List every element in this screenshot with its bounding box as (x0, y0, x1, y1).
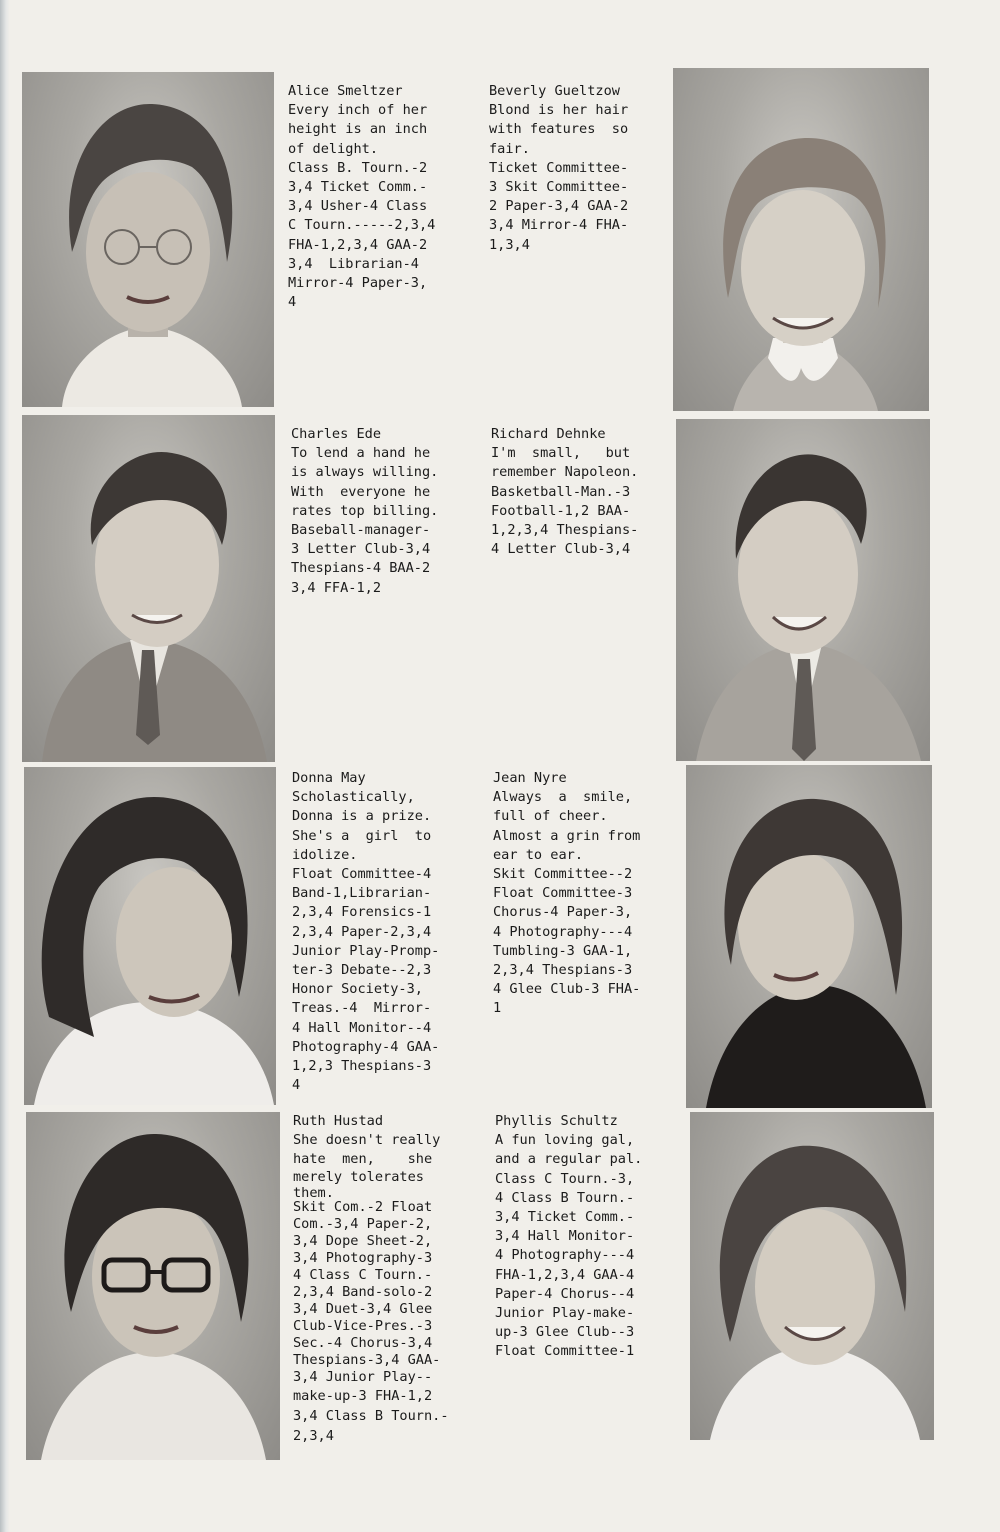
blurb-line: Float Committee-4 (292, 866, 432, 883)
blurb-line: Donna is a prize. (292, 808, 432, 825)
blurb-line: Class C Tourn.-3, (495, 1170, 635, 1187)
blurb-line: ter-3 Debate--2,3 (292, 962, 432, 979)
blurb-line: 3,4 FFA-1,2 (291, 579, 382, 596)
blurb-line: 3,4 Duet-3,4 Glee (293, 1301, 433, 1318)
portrait-photo-phyllis (690, 1112, 934, 1440)
student-name: Ruth Hustad (293, 1113, 384, 1129)
portrait-girl-smiling-icon (673, 68, 929, 411)
portrait-photo-ruth (26, 1112, 280, 1460)
blurb-line: merely tolerates (293, 1169, 424, 1186)
blurb-line: Paper-4 Chorus--4 (495, 1285, 635, 1302)
student-name: Donna May (292, 770, 366, 786)
blurb-line: Club-Vice-Pres.-3 (293, 1318, 433, 1335)
portrait-boy-smiling-icon (676, 419, 930, 761)
blurb-line: 2,3,4 Forensics-1 (292, 904, 432, 921)
blurb-line: Honor Society-3, (292, 981, 423, 998)
student-name: Phyllis Schultz (495, 1113, 618, 1129)
blurb-line: make-up-3 FHA-1,2 (293, 1388, 433, 1405)
blurb-line: FHA-1,2,3,4 GAA-4 (495, 1266, 635, 1283)
blurb-line: She doesn't really (293, 1131, 441, 1148)
portrait-photo-alice (22, 72, 274, 407)
blurb-line: height is an inch (288, 121, 428, 138)
blurb-line: 3,4 Class B Tourn.- (293, 1408, 449, 1425)
blurb-line: 4 Hall Monitor--4 (292, 1019, 432, 1036)
blurb-line: fair. (489, 140, 530, 157)
blurb-line: Scholastically, (292, 789, 415, 806)
portrait-girl-long-hair-icon (24, 767, 276, 1105)
blurb-line: A fun loving gal, (495, 1132, 635, 1149)
blurb-line: rates top billing. (291, 502, 439, 519)
blurb-line: Sec.-4 Chorus-3,4 (293, 1335, 433, 1352)
blurb-line: 4 (292, 1077, 301, 1094)
blurb-line: idolize. (292, 846, 358, 863)
blurb-line: 2,3,4 Thespians-3 (493, 962, 633, 979)
blurb-line: hate men, she (293, 1150, 433, 1167)
blurb-line: 3,4 Hall Monitor- (495, 1228, 635, 1245)
blurb-line: 3,4 Ticket Comm.- (288, 179, 428, 196)
blurb-line: She's a girl to (292, 827, 432, 844)
blurb-line: 3,4 Dope Sheet-2, (293, 1233, 433, 1250)
portrait-photo-charles (22, 415, 275, 762)
blurb-line: of delight. (288, 140, 379, 157)
blurb-line: 2,3,4 Band-solo-2 (293, 1284, 433, 1301)
blurb-line: Junior Play-make- (495, 1305, 635, 1322)
portrait-boy-suit-icon (22, 415, 275, 762)
blurb-line: 4 Photography---4 (495, 1247, 635, 1264)
blurb-line: 3,4 Ticket Comm.- (495, 1209, 635, 1226)
student-blurb-jean (493, 769, 683, 1019)
student-name: Beverly Gueltzow (489, 83, 620, 99)
blurb-line: Tumbling-3 GAA-1, (493, 942, 633, 959)
blurb-line: 4 Photography---4 (493, 923, 633, 940)
blurb-line: 3 Letter Club-3,4 (291, 541, 431, 558)
blurb-line: 4 (288, 294, 297, 311)
blurb-line: 1,2,3,4 Thespians- (491, 522, 639, 539)
blurb-line: Always a smile, (493, 789, 633, 806)
blurb-line: 3,4 Usher-4 Class (288, 198, 428, 215)
blurb-line: Float Committee-3 (493, 885, 633, 902)
blurb-line: 4 Letter Club-3,4 (491, 541, 631, 558)
portrait-girl-dark-sweater-icon (686, 765, 932, 1108)
blurb-line: Photography-4 GAA- (292, 1038, 440, 1055)
blurb-line: Thespians-4 BAA-2 (291, 560, 431, 577)
blurb-line: C Tourn.-----2,3,4 (288, 217, 436, 234)
blurb-line: is always willing. (291, 464, 439, 481)
blurb-line: Band-1,Librarian- (292, 885, 432, 902)
blurb-line: Blond is her hair (489, 102, 629, 119)
blurb-line: and a regular pal. (495, 1151, 643, 1168)
blurb-line: 1,2,3 Thespians-3 (292, 1058, 432, 1075)
blurb-line: Com.-3,4 Paper-2, (293, 1216, 433, 1233)
portrait-photo-jean (686, 765, 932, 1108)
blurb-line: I'm small, but (491, 445, 631, 462)
blurb-line: 2 Paper-3,4 GAA-2 (489, 198, 629, 215)
blurb-line: up-3 Glee Club--3 (495, 1324, 635, 1341)
portrait-photo-richard (676, 419, 930, 761)
blurb-line: With everyone he (291, 483, 431, 500)
blurb-line: FHA-1,2,3,4 GAA-2 (288, 236, 428, 253)
blurb-line: 1,3,4 (489, 236, 530, 253)
blurb-line: 3,4 Mirror-4 FHA- (489, 217, 629, 234)
blurb-line: 1 (493, 1000, 502, 1017)
blurb-line: Almost a grin from (493, 827, 641, 844)
student-blurb-phyllis (495, 1112, 685, 1362)
blurb-line: Class B. Tourn.-2 (288, 159, 428, 176)
blurb-line: 4 Class B Tourn.- (495, 1189, 635, 1206)
portrait-photo-beverly (673, 68, 929, 411)
student-blurb-ruth (293, 1112, 483, 1446)
student-name: Alice Smeltzer (288, 83, 403, 99)
blurb-line: To lend a hand he (291, 445, 431, 462)
blurb-line: full of cheer. (493, 808, 608, 825)
student-blurb-richard (491, 425, 681, 559)
blurb-line: 3 Skit Committee- (489, 179, 629, 196)
student-blurb-charles (291, 425, 481, 598)
student-name: Charles Ede (291, 426, 382, 442)
student-name: Richard Dehnke (491, 426, 606, 442)
blurb-line: 3,4 Photography-3 (293, 1250, 433, 1267)
blurb-line: Every inch of her (288, 102, 428, 119)
page-binding-edge (0, 0, 10, 1532)
blurb-line: 4 Class C Tourn.- (293, 1267, 433, 1284)
blurb-line: Treas.-4 Mirror- (292, 1000, 432, 1017)
blurb-line: Baseball-manager- (291, 522, 431, 539)
portrait-girl-curly-glasses-icon (26, 1112, 280, 1460)
student-name: Jean Nyre (493, 770, 567, 786)
blurb-line: Thespians-3,4 GAA- (293, 1352, 441, 1369)
portrait-photo-donna (24, 767, 276, 1105)
student-blurb-alice (288, 82, 478, 312)
blurb-line: Basketball-Man.-3 (491, 483, 631, 500)
blurb-line: with features so (489, 121, 629, 138)
blurb-line: 3,4 Junior Play-- (293, 1369, 433, 1386)
blurb-line: Chorus-4 Paper-3, (493, 904, 633, 921)
student-blurb-beverly (489, 82, 679, 255)
portrait-girl-updo-icon (690, 1112, 934, 1440)
blurb-line: 3,4 Librarian-4 (288, 255, 419, 272)
blurb-line: Float Committee-1 (495, 1343, 635, 1360)
blurb-line: Skit Committee--2 (493, 866, 633, 883)
blurb-line: 2,3,4 Paper-2,3,4 (292, 923, 432, 940)
blurb-line: Mirror-4 Paper-3, (288, 275, 428, 292)
portrait-girl-glasses-icon (22, 72, 274, 407)
blurb-line: Ticket Committee- (489, 159, 629, 176)
blurb-line: 2,3,4 (293, 1428, 334, 1445)
blurb-line: Football-1,2 BAA- (491, 502, 631, 519)
blurb-line: 4 Glee Club-3 FHA- (493, 981, 641, 998)
blurb-line: Junior Play-Promp- (292, 942, 440, 959)
blurb-line: remember Napoleon. (491, 464, 639, 481)
blurb-line: them. (293, 1185, 334, 1202)
blurb-line: ear to ear. (493, 846, 584, 863)
blurb-line: Skit Com.-2 Float (293, 1199, 433, 1216)
student-blurb-donna (292, 769, 482, 1095)
